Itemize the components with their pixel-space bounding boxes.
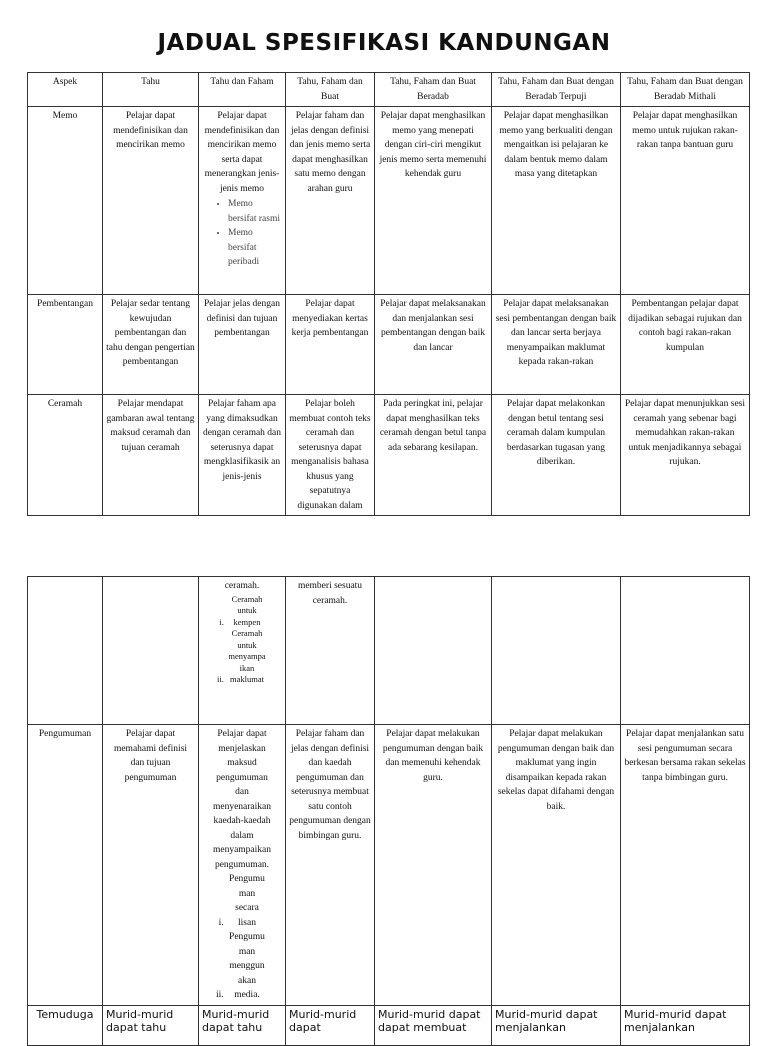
cell-tahu (103, 577, 199, 725)
list-item: i. Ceramah untuk kempen (226, 594, 282, 629)
cell-tahu-faham (199, 577, 286, 725)
table-row-pengumuman (28, 725, 750, 1006)
cell-tahu-faham-buat: Murid-murid dapat (286, 1005, 375, 1045)
header-aspek: Aspek (28, 73, 103, 107)
specification-table-part-1 (27, 72, 750, 516)
header-tahu-faham: Tahu dan Faham (199, 73, 286, 107)
cell-beradab: Pelajar dapat menghasilkan memo yang menepati dengan ciri-ciri mengikut jenis memo serta memenuhi kehendak guru (375, 107, 492, 295)
cell-beradab-mithali: Pelajar dapat menghasilkan memo untuk rujukan rakan-rakan tanpa bantuan guru (621, 107, 750, 295)
cell-tahu-faham: Pelajar faham apa yang dimaksudkan dengan ceramah dan seterusnya dapat mengklasifikasik an jenis-jenis (199, 395, 286, 516)
cell-tahu: Pelajar dapat memahami definisi dan tujuan pengumuman (103, 725, 199, 1006)
cell-aspek: Memo (28, 107, 103, 295)
cell-beradab-mithali: Pelajar dapat menjalankan satu sesi pengumuman secara berkesan bersama rakan sekelas tanpa bimbingan guru. (621, 725, 750, 1006)
cell-tahu-faham: Pelajar jelas dengan definisi dan tujuan pembentangan (199, 295, 286, 395)
specification-table-part-2 (27, 576, 750, 1046)
cell-beradab-terpuji: Pelajar dapat melaksanakan sesi pembentangan dengan baik dan lancar serta berjaya menyampaikan maklumat kepada rakan-rakan (492, 295, 621, 395)
cell-beradab-mithali (621, 577, 750, 725)
cell-tahu-faham-buat: memberi sesuatu ceramah. (286, 577, 375, 725)
list-item: • Memo bersifat rasmi (228, 197, 282, 226)
header-beradab-terpuji: Tahu, Faham dan Buat dengan Beradab Terpuji (492, 73, 621, 107)
cell-tahu: Pelajar mendapat gambaran awal tentang maksud ceramah dan tujuan ceramah (103, 395, 199, 516)
cell-tahu-faham (199, 107, 286, 295)
cell-text: Pelajar dapat menjelaskan maksud pengumuman dan menyenaraikan kaedah-kaedah dalam menyampaikan pengumuman. (212, 729, 272, 870)
list-item: • Memo bersifat peribadi (228, 226, 282, 270)
header-tahu: Tahu (103, 73, 199, 107)
cell-beradab-terpuji: Pelajar dapat melakukan pengumuman dengan baik dan maklumat yang ingin disampaikan kepada rakan sekelas dapat difahami dengan baik. (492, 725, 621, 1006)
cell-tahu: Murid-murid dapat tahu (103, 1005, 199, 1045)
cell-beradab: Pada peringkat ini, pelajar dapat menghasilkan teks ceramah dengan betul tanpa ada sebarang kesilapan. (375, 395, 492, 516)
cell-tahu-faham-buat: Pelajar dapat menyediakan kertas kerja pembentangan (286, 295, 375, 395)
cell-tahu-faham (199, 725, 286, 1006)
cell-text: ceramah. (224, 581, 260, 591)
list-item: ii. Ceramah untuk menyampa ikan maklumat (226, 628, 282, 686)
cell-beradab-mithali: Pembentangan pelajar dapat dijadikan sebagai rujukan dan contoh bagi rakan-rakan kumpulan (621, 295, 750, 395)
cell-beradab-mithali: Pelajar dapat menunjukkan sesi ceramah yang sebenar bagi memudahkan rakan-rakan untuk menjadikannya sebagai rujukan. (621, 395, 750, 516)
bullet-list (202, 197, 282, 270)
cell-tahu: Pelajar dapat mendefinisikan dan mencirikan memo (103, 107, 199, 295)
list-item: ii. Pengumu man menggun akan media. (226, 930, 282, 1003)
cell-aspek: Pengumuman (28, 725, 103, 1006)
cell-aspek (28, 577, 103, 725)
cell-tahu-faham: Murid-murid dapat tahu (199, 1005, 286, 1045)
cell-beradab: Pelajar dapat melaksanakan dan menjalankan sesi pembentangan dengan baik dan lancar (375, 295, 492, 395)
cell-aspek: Ceramah (28, 395, 103, 516)
cell-beradab (375, 577, 492, 725)
cell-aspek: Pembentangan (28, 295, 103, 395)
page-title: JADUAL SPESIFIKASI KANDUNGAN (157, 30, 611, 56)
cell-beradab-mithali: Murid-murid dapat menjalankan (621, 1005, 750, 1045)
cell-beradab: Murid-murid dapat dapat membuat (375, 1005, 492, 1045)
cell-beradab-terpuji: Pelajar dapat menghasilkan memo yang berkualiti dengan mengaitkan isi pelajaran ke dalam bentuk memo dalam masa yang ditetapkan (492, 107, 621, 295)
table-row-memo (28, 107, 750, 295)
cell-text: Pelajar dapat mendefinisikan dan mencirikan memo serta dapat menerangkan jenis-jenis memo (204, 111, 280, 194)
cell-aspek: Temuduga (28, 1005, 103, 1045)
roman-list (202, 872, 282, 1003)
header-tahu-faham-buat: Tahu, Faham dan Buat (286, 73, 375, 107)
table-row-temuduga (28, 1005, 750, 1045)
table-header-row (28, 73, 750, 107)
header-beradab-mithali: Tahu, Faham dan Buat dengan Beradab Mithali (621, 73, 750, 107)
cell-tahu-faham-buat: Pelajar boleh membuat contoh teks ceramah dan seterusnya dapat menganalisis bahasa khusus yang sepatutnya digunakan dalam (286, 395, 375, 516)
header-beradab: Tahu, Faham dan Buat Beradab (375, 73, 492, 107)
cell-tahu-faham-buat: Pelajar faham dan jelas dengan definisi dan jenis memo serta dapat menghasilkan satu memo dengan arahan guru (286, 107, 375, 295)
roman-list (202, 594, 282, 686)
table-row-ceramah-continued (28, 577, 750, 725)
cell-beradab-terpuji: Pelajar dapat melakonkan dengan betul tentang sesi ceramah dalam kumpulan berdasarkan tugasan yang diberikan. (492, 395, 621, 516)
cell-tahu: Pelajar sedar tentang kewujudan pembentangan dan tahu dengan pengertian pembentangan (103, 295, 199, 395)
table-row-pembentangan (28, 295, 750, 395)
cell-tahu-faham-buat: Pelajar faham dan jelas dengan definisi dan kaedah pengumuman dan seterusnya membuat satu contoh pengumuman dengan bimbingan guru. (286, 725, 375, 1006)
cell-beradab: Pelajar dapat melakukan pengumuman dengan baik dan memenuhi kehendak guru. (375, 725, 492, 1006)
cell-beradab-terpuji (492, 577, 621, 725)
cell-beradab-terpuji: Murid-murid dapat menjalankan (492, 1005, 621, 1045)
table-row-ceramah (28, 395, 750, 516)
list-item: i. Pengumu man secara lisan (226, 872, 282, 930)
